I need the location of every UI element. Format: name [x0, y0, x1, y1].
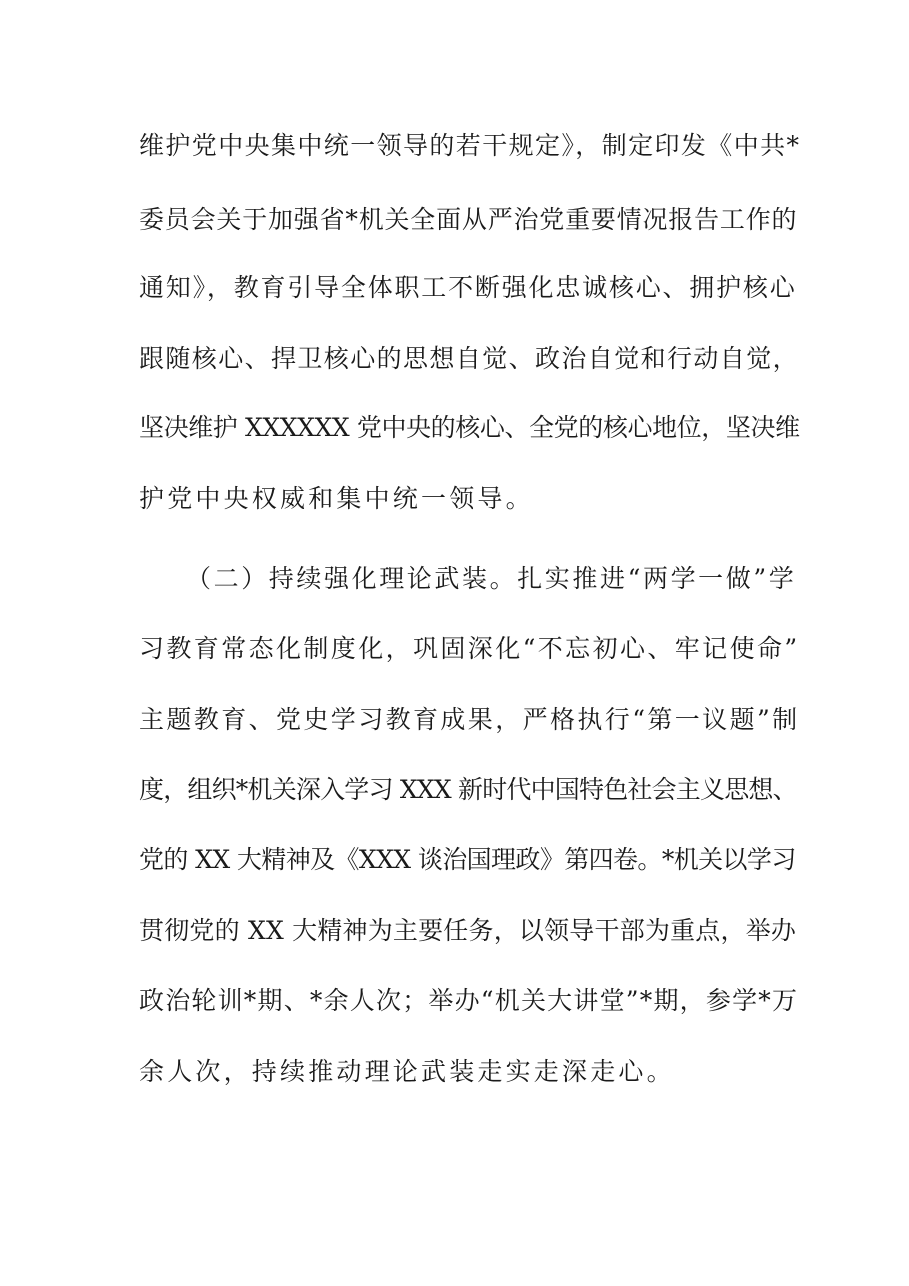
- paragraph-2-line-5: 党的 XX 大精神及《XXX 谈治国理政》第四卷。*机关以学习: [139, 845, 796, 874]
- paragraph-2-line-3: 主题教育、党史学习教育成果，严格执行“第一议题”制: [139, 705, 800, 734]
- paragraph-1-line-1: 维护党中央集中统一领导的若干规定》，制定印发《中共*: [139, 131, 801, 160]
- paragraph-1-line-3: 通知》，教育引导全体职工不断强化忠诚核心、拥护核心: [139, 273, 797, 302]
- paragraph-1-line-6: 护党中央权威和集中统一领导。: [139, 484, 534, 513]
- paragraph-1-line-2: 委员会关于加强省*机关全面从严治党重要情况报告工作的: [139, 205, 798, 234]
- paragraph-2-line-7: 政治轮训*期、*余人次；举办“机关大讲堂”*期，参学*万: [139, 986, 799, 1015]
- paragraph-2-line-1: （二）持续强化理论武装。扎实推进“两学一做”学: [186, 564, 797, 593]
- paragraph-2-line-6: 贯彻党的 XX 大精神为主要任务，以领导干部为重点，举办: [139, 916, 797, 945]
- paragraph-1-line-4: 跟随核心、捍卫核心的思想自觉、政治自觉和行动自觉，: [139, 344, 800, 373]
- paragraph-1-line-5: 坚决维护 XXXXXX 党中央的核心、全党的核心地位，坚决维: [139, 413, 800, 442]
- paragraph-2-line-2: 习教育常态化制度化，巩固深化“不忘初心、牢记使命”: [139, 634, 800, 663]
- paragraph-2-line-4: 度，组织*机关深入学习 XXX 新时代中国特色社会主义思想、: [139, 775, 797, 804]
- paragraph-2-line-8: 余人次，持续推动理论武装走实走深走心。: [139, 1057, 675, 1086]
